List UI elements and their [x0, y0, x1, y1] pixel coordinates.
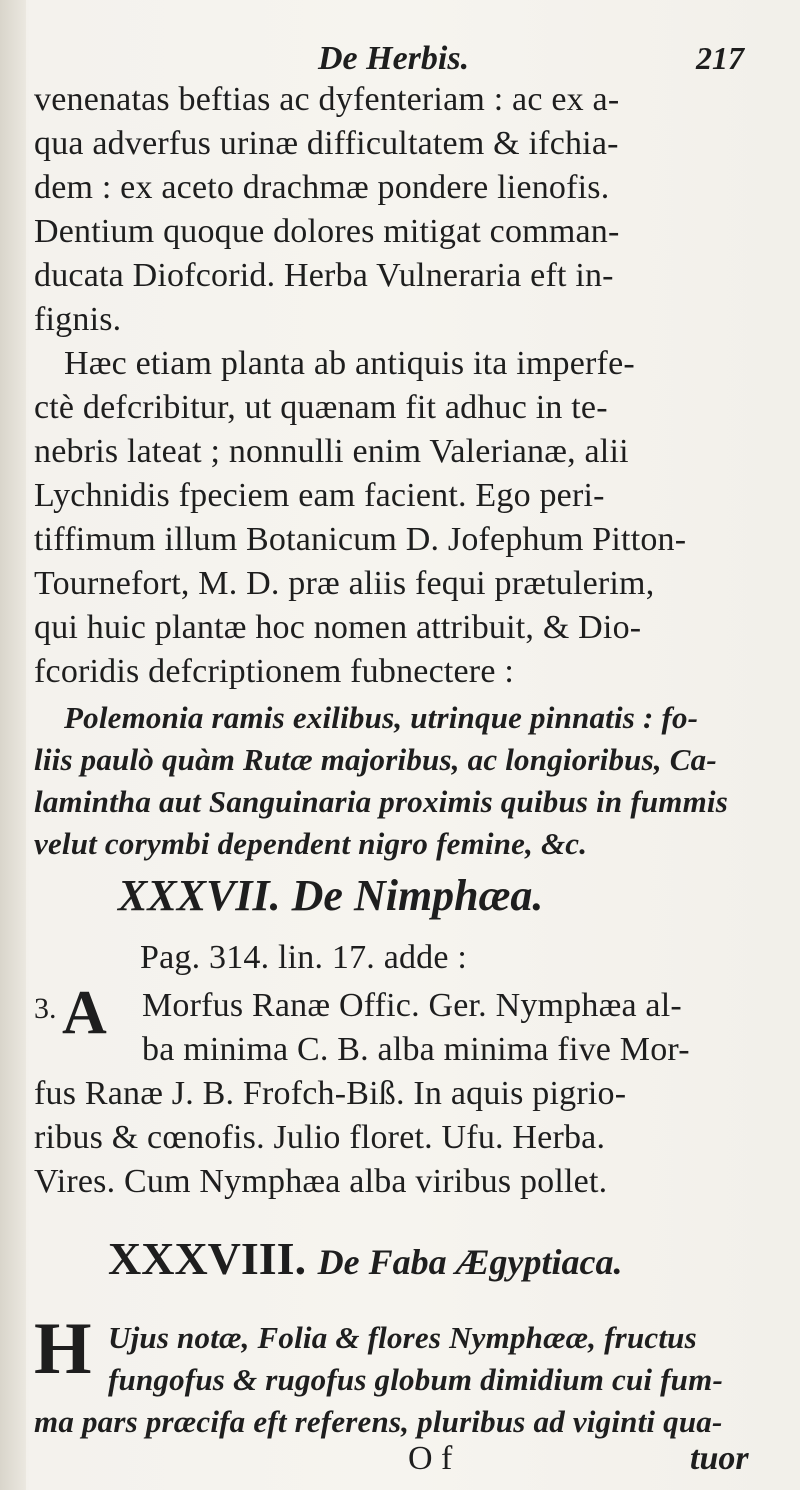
running-head: De Herbis.: [318, 40, 470, 77]
body-line: tiffimum illum Botanicum D. Jofephum Pitton-: [34, 521, 687, 558]
body-line: ctè defcribitur, ut quænam fit adhuc in te-: [34, 389, 608, 426]
body-line: fungofus & rugofus globum dimidium cui fum-: [108, 1362, 723, 1397]
body-line: fus Ranæ J. B. Frofch-Biß. In aquis pigrio-: [34, 1075, 627, 1112]
page-number: 217: [696, 40, 744, 76]
body-line: dem : ex aceto drachmæ pondere lienofis.: [34, 169, 610, 206]
body-line: Vires. Cum Nymphæa alba viribus pollet.: [34, 1163, 608, 1200]
quote-line: lamintha aut Sanguinaria proximis quibus in fummis: [34, 784, 728, 819]
section-number: XXXVIII.: [108, 1233, 307, 1284]
quote-line: Polemonia ramis exilibus, utrinque pinnatis : fo-: [64, 700, 699, 735]
section-heading-faba: [108, 1232, 623, 1285]
item-number: 3.: [34, 992, 57, 1025]
body-line: nebris lateat ; nonnulli enim Valerianæ, alii: [34, 433, 629, 470]
body-line: Tournefort, M. D. præ aliis fequi prætulerim,: [34, 565, 655, 602]
body-line: fcoridis defcriptionem fubnectere :: [34, 653, 514, 690]
drop-capital-h: H: [34, 1308, 92, 1390]
quote-line: liis paulò quàm Rutæ majoribus, ac longioribus, Ca-: [34, 742, 717, 777]
body-line: Ujus notæ, Folia & flores Nymphææ, fructus: [108, 1320, 697, 1355]
quote-line: velut corymbi dependent nigro femine, &c.: [34, 826, 588, 861]
page-gutter: [0, 0, 26, 1490]
body-line: venenatas beftias ac dyfenteriam : ac ex a-: [34, 81, 620, 118]
body-line: fignis.: [34, 301, 122, 338]
body-line: ma pars præcifa eft referens, pluribus ad viginti qua-: [34, 1404, 723, 1439]
section-title: De Faba Ægyptiaca.: [317, 1242, 623, 1282]
body-line: Hæc etiam planta ab antiquis ita imperfe-: [64, 345, 635, 382]
body-line: ducata Diofcorid. Herba Vulneraria eft in-: [34, 257, 614, 294]
body-line: Morfus Ranæ Offic. Ger. Nymphæa al-: [142, 987, 682, 1024]
body-line: ba minima C. B. alba minima five Mor-: [142, 1031, 690, 1068]
signature-mark: O f: [408, 1440, 453, 1477]
reference-line: Pag. 314. lin. 17. adde :: [140, 939, 468, 976]
catchword: tuor: [690, 1440, 749, 1477]
body-line: qua adverfus urinæ difficultatem & ifchia-: [34, 125, 619, 162]
body-line: ribus & cœnofis. Julio floret. Ufu. Herba.: [34, 1119, 606, 1156]
body-line: Dentium quoque dolores mitigat comman-: [34, 213, 620, 250]
body-line: qui huic plantæ hoc nomen attribuit, & Dio-: [34, 609, 642, 646]
body-line: Lychnidis fpeciem eam facient. Ego peri-: [34, 477, 605, 514]
section-heading-nimphaea: XXXVII. De Nimphæa.: [118, 871, 544, 920]
drop-capital-a: A: [62, 979, 107, 1047]
